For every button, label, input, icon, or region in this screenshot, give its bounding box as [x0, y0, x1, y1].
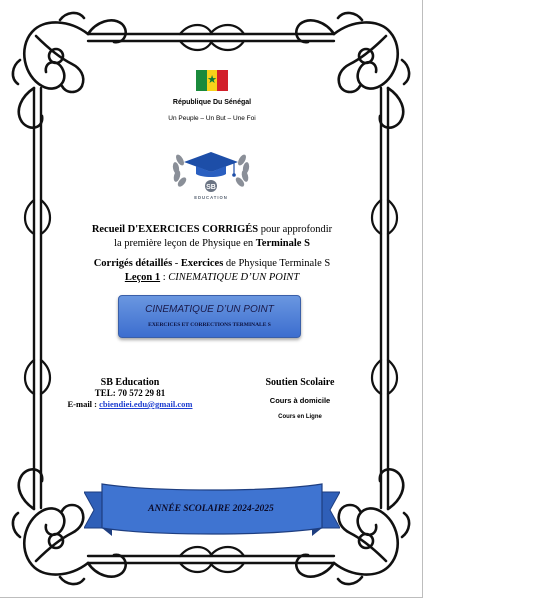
school-year: ANNÉE SCOLAIRE 2024-2025 — [148, 504, 274, 514]
flag-red-stripe — [217, 70, 228, 91]
service-online: Cours en Ligne — [278, 414, 322, 420]
phone-number: TEL: 70 572 29 81 — [94, 388, 166, 398]
logo-letters — [206, 184, 216, 191]
chapter-title-box — [118, 295, 301, 338]
services-info — [240, 377, 360, 420]
lesson-label: Leçon 1 — [124, 272, 161, 283]
intro-line2: la première leçon de Physique en — [114, 238, 256, 249]
intro-level: Terminale S — [255, 238, 310, 249]
logo-caption: EDUCATION — [194, 195, 228, 200]
flag-green-stripe — [196, 70, 207, 91]
lesson-block — [70, 257, 354, 285]
chapter-title: CINEMATIQUE D’UN POINT — [145, 304, 274, 315]
email-line — [60, 399, 200, 410]
country-name: République Du Sénégal — [172, 99, 252, 106]
intro-title: Recueil D'EXERCICES CORRIGÉS — [91, 224, 259, 235]
email-label: E-mail : — [67, 399, 100, 409]
flag-yellow-stripe — [207, 70, 218, 91]
org-name: SB Education — [100, 377, 160, 388]
lesson-title: CINEMATIQUE D’UN POINT — [168, 272, 300, 283]
lesson-separator: : — [160, 272, 169, 283]
subtitle-rest: de Physique Terminale S — [223, 258, 331, 269]
contact-info — [60, 377, 200, 410]
national-motto: Un Peuple – Un But – Une Foi — [168, 115, 256, 122]
service-home: Cours à domicile — [269, 396, 331, 405]
subtitle-exercices: Exercices — [180, 258, 224, 269]
email-link[interactable]: cbiendiei.edu@gmail.com — [99, 399, 193, 409]
services-title: Soutien Scolaire — [265, 377, 335, 388]
chapter-subtitle: EXERCICES ET CORRECTIONS TERMINALE S — [148, 322, 271, 328]
intro-paragraph — [70, 223, 354, 251]
graduation-cap-laurel-icon — [168, 146, 254, 202]
intro-title-rest: pour approfondir — [258, 224, 333, 235]
subtitle-dash: - — [172, 258, 181, 269]
star-icon: ★ — [207, 73, 217, 86]
senegal-flag-icon — [196, 70, 228, 91]
subtitle-corriges: Corrigés détaillés — [93, 258, 173, 269]
svg-text:SB: SB — [206, 184, 216, 191]
